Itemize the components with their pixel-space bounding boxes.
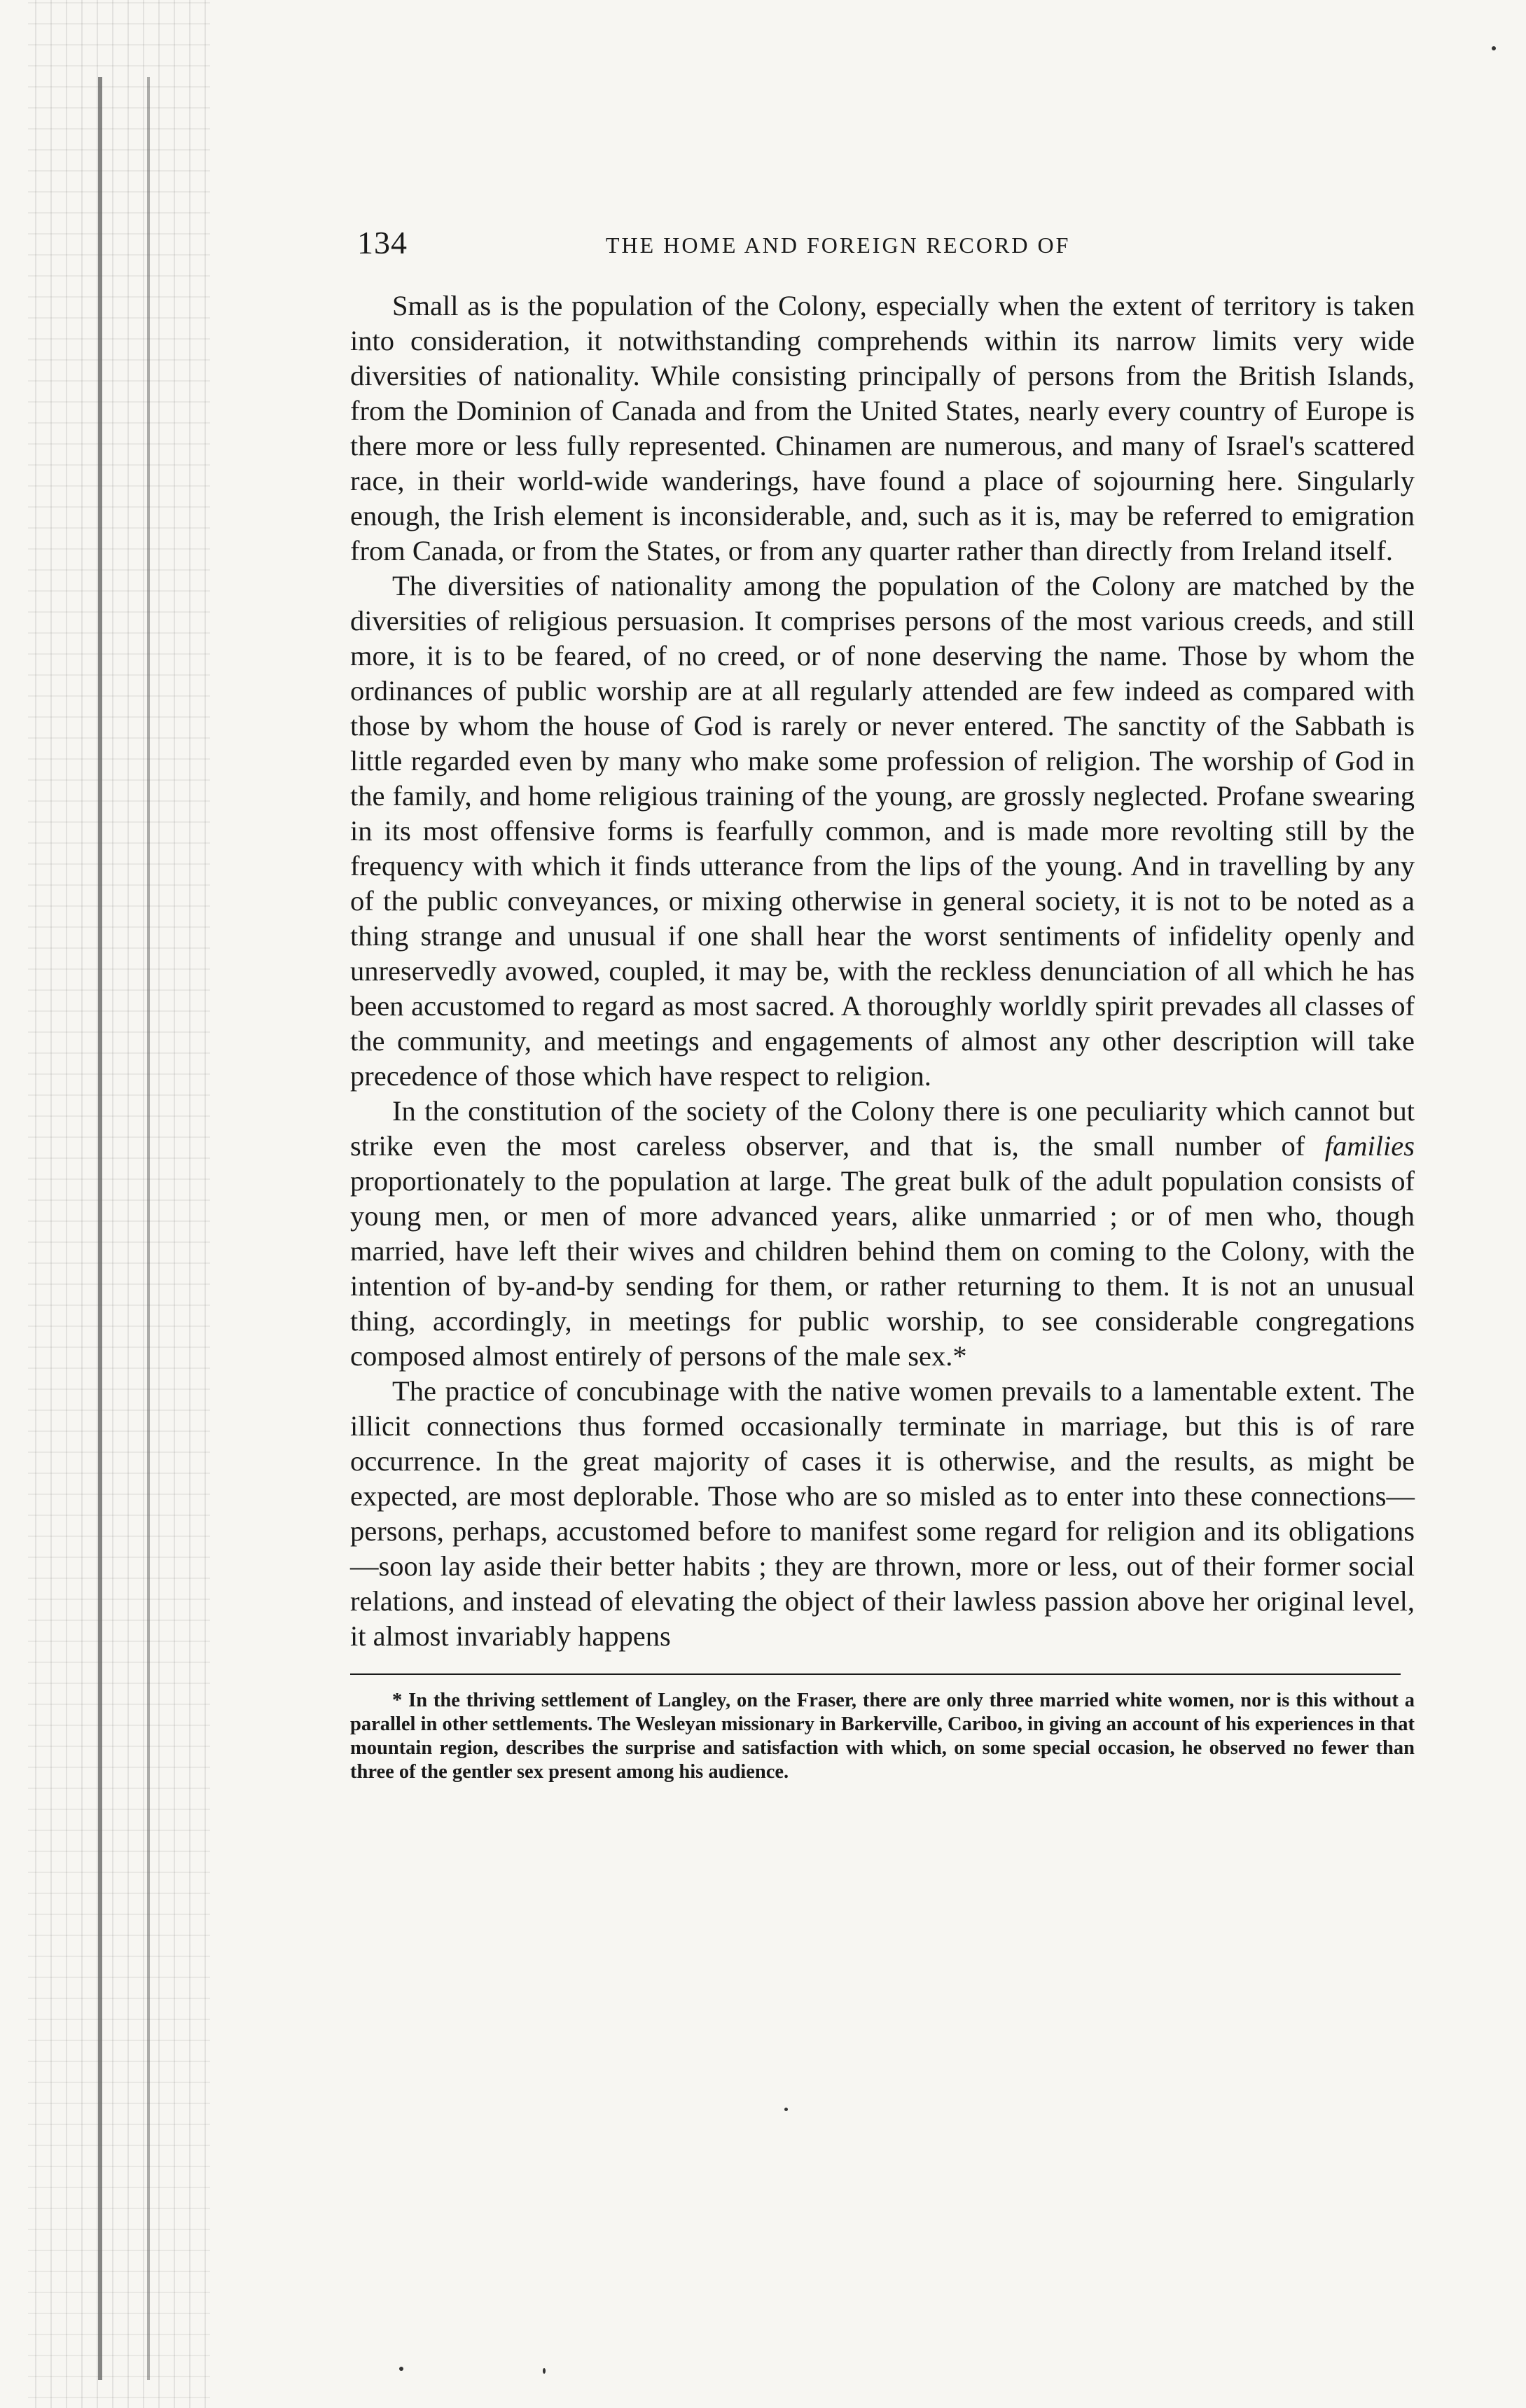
paragraph-text: In the constitution of the society of the Colony there is one peculiarity which cannot but strike even the most careless observer, and that is, the small number of xyxy=(350,1095,1415,1162)
binding-shadow-line xyxy=(98,77,102,2380)
italic-word: families xyxy=(1324,1130,1415,1162)
paragraph: The practice of concubinage with the native women prevails to a lamentable extent. The illicit connections thus formed occasionally terminate in marriage, but this is of rare occurrence. In the great majority of cases it is otherwise, and the results, as might be expected, are most deplorable. Those who are so misled as to enter into these connections—persons, perhaps, accustomed before to manifest some regard for religion and its obligations—soon lay aside their better habits ; they are thrown, more or less, out of their former social relations, and instead of elevating the object of their lawless passion above her original level, it almost invariably happens xyxy=(350,1375,1415,1652)
running-title: THE HOME AND FOREIGN RECORD OF xyxy=(606,232,1071,258)
paragraph xyxy=(350,1094,1415,1374)
body-text xyxy=(350,288,1415,1654)
paragraph-text: proportionately to the population at large. The great bulk of the adult population consists of young men, or men of more advanced years, alike unmarried ; or of men who, though married, have left their wives and children behind them on coming to the Colony, with the intention of by-and-by sending for them, or rather returning to them. It is not an unusual thing, accordingly, in meetings for public worship, to see considerable congregations composed almost entirely of persons of the male sex.* xyxy=(350,1165,1415,1372)
scan-speck xyxy=(784,2108,788,2111)
scanned-binding-edge xyxy=(28,0,210,2408)
page-number: 134 xyxy=(357,225,408,260)
scan-speck xyxy=(543,2368,546,2374)
binding-shadow-line xyxy=(147,77,150,2380)
footnote: * In the thriving settlement of Langley, on the Fraser, there are only three married white women, nor is this without a parallel in other settlements. The Wesleyan missionary in Barkerville, Cariboo, in giving an account of his experiences in that mountain region, describes the surprise and satisfaction with which, on some special occasion, he observed no fewer than three of the gentler sex present among his audience. xyxy=(350,1690,1415,1783)
paragraph: The diversities of nationality among the population of the Colony are matched by the diversities of religious persuasion. It comprises persons of the most various creeds, and still more, it is to be feared, of no creed, or of none deserving the name. Those by whom the ordinances of public worship are at all regularly attended are few indeed as compared with those by whom the house of God is rarely or never entered. The sanctity of the Sabbath is little regarded even by many who make some profession of religion. The worship of God in the family, and home religious training of the young, are grossly neglected. Profane swearing in its most offensive forms is fearfully common, and is made more revolting still by the frequency with which it finds utterance from the lips of the young. And in travelling by any of the public conveyances, or mixing otherwise in general society, it is not to be noted as a thing strange and unusual if one shall hear the worst sentiments of infidelity openly and unreservedly avowed, coupled, it may be, with the reckless denunciation of all which he has been accustomed to regard as most sacred. A thoroughly worldly spirit prevades all classes of the community, and meetings and engagements of almost any other description will take precedence of those which have respect to religion. xyxy=(350,570,1415,1092)
running-head xyxy=(350,224,1415,273)
scan-speck xyxy=(399,2367,403,2371)
paragraph: Small as is the population of the Colony, especially when the extent of territory is taken into consideration, it notwithstanding comprehends within its narrow limits very wide diversities of nationality. While consisting principally of persons from the British Islands, from the Dominion of Canada and from the United States, nearly every country of Europe is there more or less fully represented. Chinamen are numerous, and many of Israel's scattered race, in their world-wide wanderings, have found a place of sojourning here. Singularly enough, the Irish element is inconsiderable, and, such as it is, may be referred to emigration from Canada, or from the States, or from any quarter rather than directly from Ireland itself. xyxy=(350,290,1415,566)
book-page xyxy=(350,224,1415,1784)
scan-speck xyxy=(1492,46,1496,50)
footnote-divider xyxy=(350,1673,1401,1675)
